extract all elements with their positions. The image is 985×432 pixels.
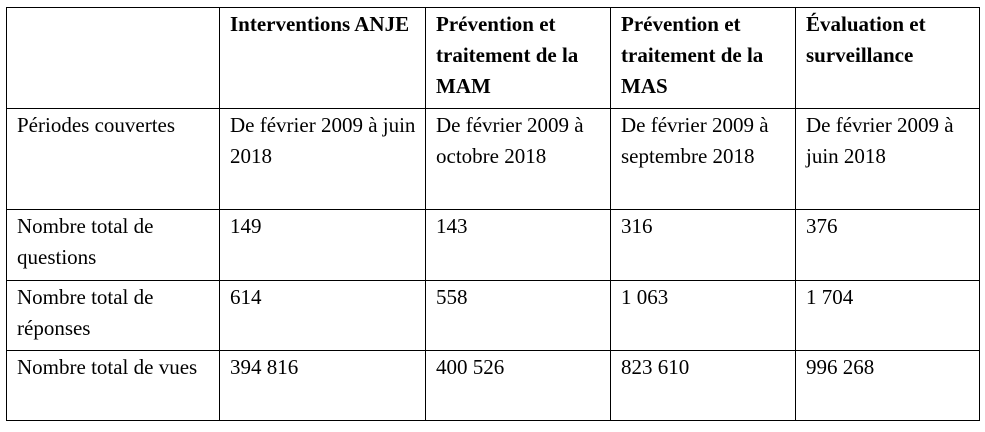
row-label-vues: Nombre total de vues xyxy=(7,351,220,421)
table-cell: 376 xyxy=(796,210,980,281)
statistics-table xyxy=(6,7,980,421)
table-cell: 823 610 xyxy=(611,351,796,421)
table-cell: 996 268 xyxy=(796,351,980,421)
table-cell: 149 xyxy=(220,210,426,281)
header-cell-anje: Interventions ANJE xyxy=(220,8,426,109)
header-cell-empty xyxy=(7,8,220,109)
row-label-periodes: Périodes couvertes xyxy=(7,109,220,210)
table-row xyxy=(7,210,980,281)
table-cell: De février 2009 à juin 2018 xyxy=(796,109,980,210)
header-cell-mas: Prévention et traitement de la MAS xyxy=(611,8,796,109)
table-header-row xyxy=(7,8,980,109)
table-row xyxy=(7,109,980,210)
table-row xyxy=(7,281,980,351)
table-cell: 394 816 xyxy=(220,351,426,421)
table-cell: 1 704 xyxy=(796,281,980,351)
table-cell: 316 xyxy=(611,210,796,281)
table-cell: 1 063 xyxy=(611,281,796,351)
table-cell: De février 2009 à juin 2018 xyxy=(220,109,426,210)
table-cell: De février 2009 à septembre 2018 xyxy=(611,109,796,210)
table-cell: 558 xyxy=(426,281,611,351)
table-cell: 614 xyxy=(220,281,426,351)
header-cell-mam: Prévention et traitement de la MAM xyxy=(426,8,611,109)
table-row xyxy=(7,351,980,421)
row-label-questions: Nombre total de questions xyxy=(7,210,220,281)
table-cell: 143 xyxy=(426,210,611,281)
row-label-reponses: Nombre total de réponses xyxy=(7,281,220,351)
header-cell-evaluation: Évaluation et surveillance xyxy=(796,8,980,109)
table-cell: De février 2009 à octobre 2018 xyxy=(426,109,611,210)
table-cell: 400 526 xyxy=(426,351,611,421)
